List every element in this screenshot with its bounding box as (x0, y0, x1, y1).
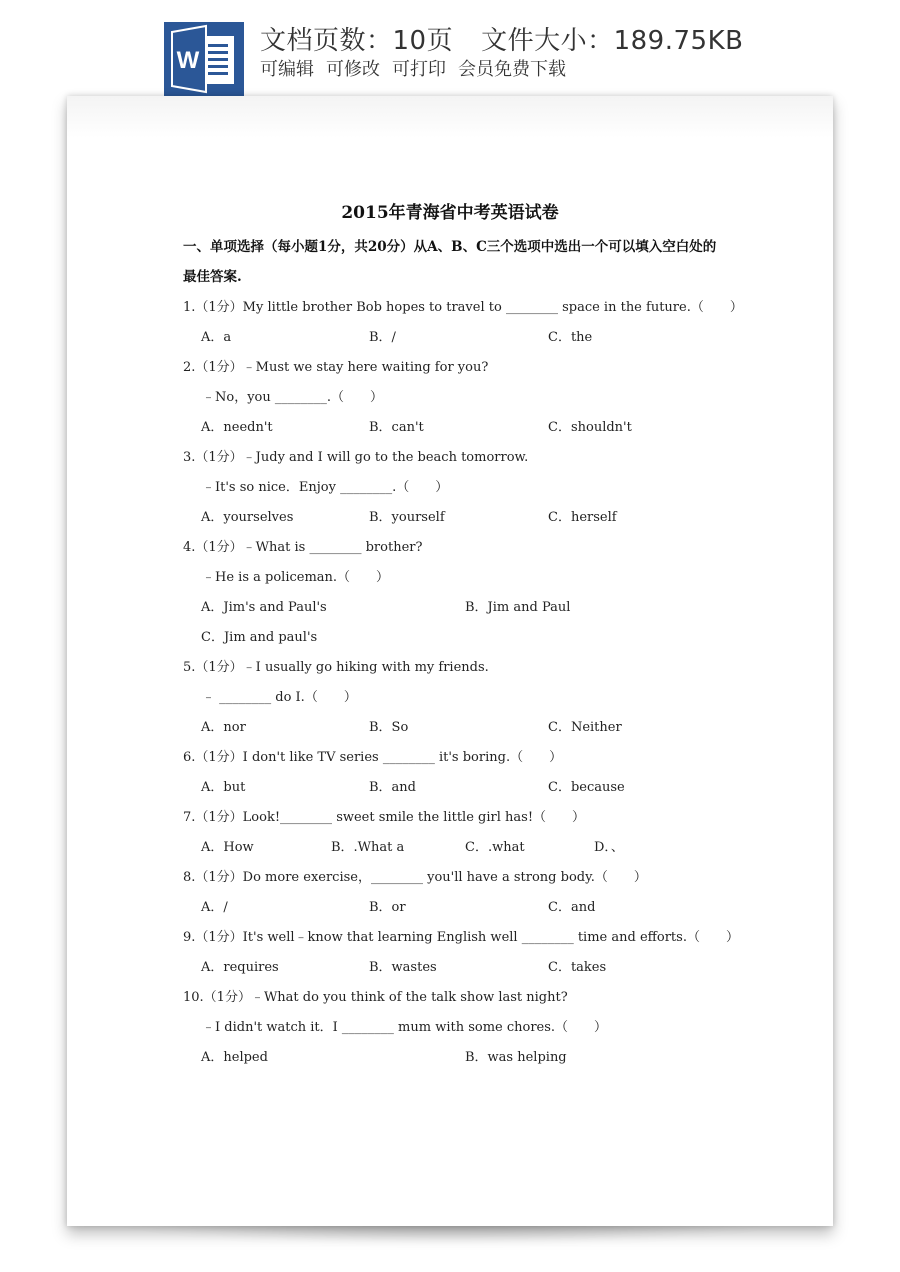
question-5-response: ﹣ ________ do I.（ ） (202, 690, 357, 705)
question-1-option-b: B．/ (369, 330, 396, 345)
question-9-option-b: B．wastes (369, 960, 437, 975)
question-8-option-c: C．and (548, 900, 596, 915)
page-top-band (67, 96, 833, 138)
question-9-text: 9.（1分）It's well﹣know that learning English well ________ time and efforts.（ ） (183, 930, 739, 945)
question-1-text: 1.（1分）My little brother Bob hopes to travel to ________ space in the future.（ ） (183, 300, 743, 315)
question-2-option-b: B．can't (369, 420, 424, 435)
question-2-option-a: A．needn't (201, 420, 273, 435)
question-10-option-b: B．was helping (465, 1050, 567, 1065)
exam-title: 2015年青海省中考英语试卷 (341, 203, 559, 223)
svg-text:W: W (176, 47, 200, 74)
question-2-option-c: C．shouldn't (548, 420, 632, 435)
question-5-text: 5.（1分）﹣I usually go hiking with my friends. (183, 660, 489, 675)
word-icon (164, 22, 244, 96)
file-size: 文件大小：189.75KB (481, 26, 744, 56)
question-8-option-a: A．/ (201, 900, 228, 915)
question-10-option-a: A．helped (201, 1050, 268, 1065)
question-4-text: 4.（1分）﹣What is ________ brother? (183, 540, 423, 555)
question-3-option-c: C．herself (548, 510, 617, 525)
page-count: 文档页数：10页 (260, 26, 454, 56)
question-3-response: ﹣It's so nice．Enjoy ________.（ ） (202, 480, 449, 495)
question-6-option-c: C．because (548, 780, 625, 795)
question-8-option-b: B．or (369, 900, 406, 915)
feature-list (260, 55, 578, 81)
question-3-text: 3.（1分）﹣Judy and I will go to the beach tomorrow. (183, 450, 529, 465)
feature-modifiable: 可修改 (326, 59, 380, 80)
question-7-option-b: B．.What a (331, 840, 405, 855)
document-info-banner (0, 0, 900, 100)
feature-editable: 可编辑 (260, 59, 314, 80)
question-2-text: 2.（1分）﹣Must we stay here waiting for you? (183, 360, 489, 375)
question-2-response: ﹣No，you ________.（ ） (202, 390, 384, 405)
question-6-text: 6.（1分）I don't like TV series ________ it's boring.（ ） (183, 750, 563, 765)
question-4-option-c: C．Jim and paul's (201, 630, 318, 645)
question-9-option-c: C．takes (548, 960, 607, 975)
question-10-text: 10.（1分）﹣What do you think of the talk show last night? (183, 990, 568, 1005)
question-3-option-a: A．yourselves (201, 510, 294, 525)
section-heading: 一、单项选择（每小题1分，共20分）从A、B、C三个选项中选出一个可以填入空白处的最佳答案. (183, 239, 717, 285)
question-7-text: 7.（1分）Look!________ sweet smile the little girl has!（ ） (183, 810, 586, 825)
question-5-option-c: C．Neither (548, 720, 622, 735)
question-5-option-a: A．nor (201, 720, 246, 735)
question-4-response: ﹣He is a policeman.（ ） (202, 570, 390, 585)
question-10-response: ﹣I didn't watch it．I ________ mum with some chores.（ ） (202, 1020, 608, 1035)
question-6-option-a: A．but (201, 780, 246, 795)
question-7-option-d: D．、 (594, 840, 624, 855)
feature-printable: 可打印 (392, 59, 446, 80)
question-6-option-b: B．and (369, 780, 416, 795)
question-8-text: 8.（1分）Do more exercise，________ you'll have a strong body.（ ） (183, 870, 647, 885)
question-7-option-a: A．How (201, 840, 254, 855)
question-3-option-b: B．yourself (369, 510, 445, 525)
question-5-option-b: B．So (369, 720, 409, 735)
question-7-option-c: C．.what (465, 840, 525, 855)
question-1-option-a: A．a (201, 330, 232, 345)
question-9-option-a: A．requires (201, 960, 279, 975)
question-1-option-c: C．the (548, 330, 593, 345)
document-stats (260, 20, 743, 57)
feature-free-download: 会员免费下载 (458, 59, 566, 80)
question-4-option-b: B．Jim and Paul (465, 600, 571, 615)
question-4-option-a: A．Jim's and Paul's (201, 600, 327, 615)
